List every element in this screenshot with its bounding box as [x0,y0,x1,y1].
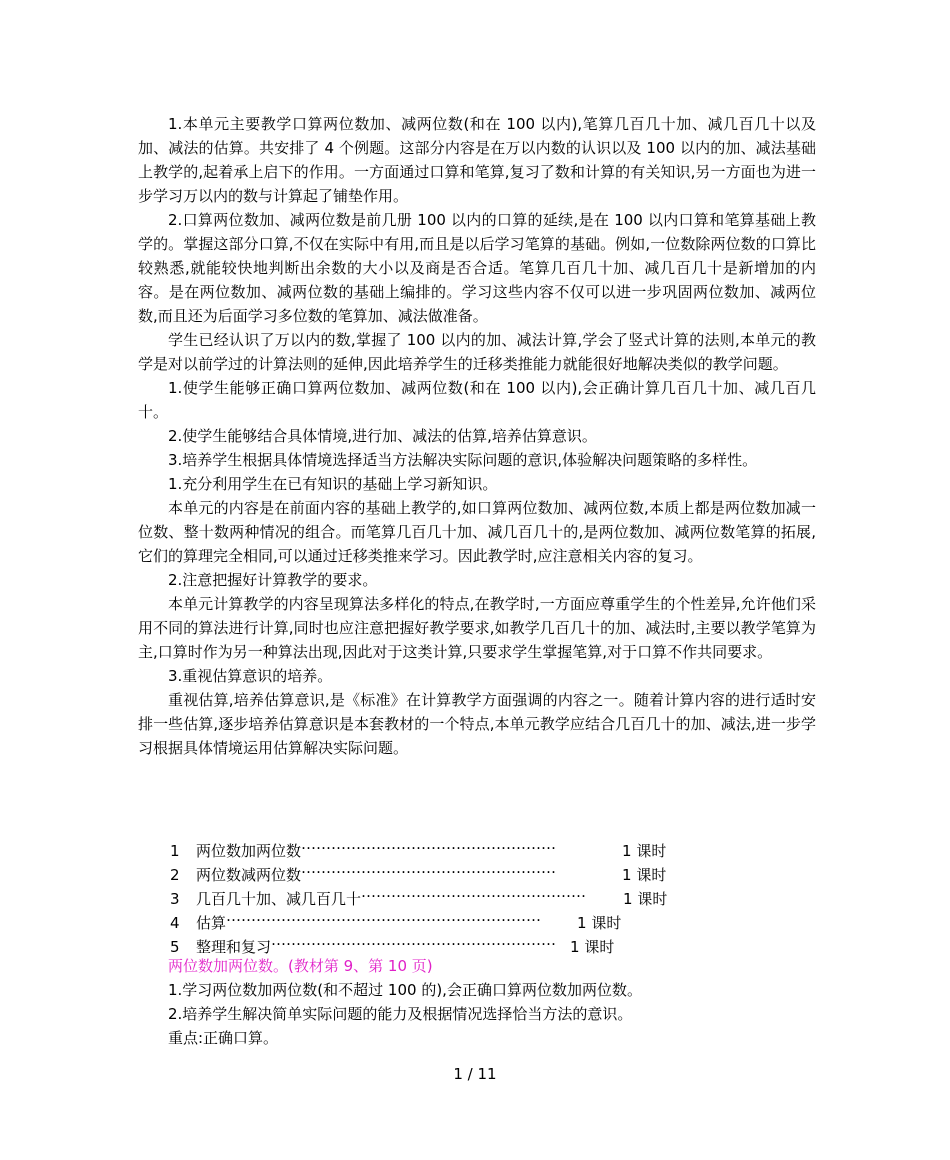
schedule-title: 估算 [196,914,227,932]
lesson-section [138,954,816,1050]
page-number: 1 / 11 [453,1065,497,1083]
schedule-leader: ……………………………………… [361,883,587,901]
schedule-title: 两位数减两位数 [196,866,302,884]
schedule-title: 整理和复习 [196,938,272,956]
paragraph: 3.培养学生根据具体情境选择适当方法解决实际问题的意识,体验解决问题策略的多样性。 [168,451,758,469]
paragraph: 2.使学生能够结合具体情境,进行加、减法的估算,培养估算意识。 [168,427,597,445]
paragraph: 1.使学生能够正确口算两位数加、减两位数(和在 100 以内),会正确计算几百几十加、减几百几十。 [138,379,816,421]
schedule-leader: …………………………………………… [301,835,557,853]
schedule-leader: ……………………………………………………… [226,907,542,925]
schedule-number: 3 [170,890,180,908]
paragraph: 2.注意把握好计算教学的要求。 [168,571,378,589]
paragraph: 本单元计算教学的内容呈现算法多样化的特点,在教学时,一方面应尊重学生的个性差异,允许他们采用不同的算法进行计算,同时也应注意把握好教学要求,如教学几百几十的加、减法时,主要以教学笔算为主,口算时作为另一种算法出现,因此对于这类计算,只要求学生掌握笔算,对于口算不作共同要求。 [138,595,816,661]
schedule-leader: …………………………………………… [301,859,557,877]
lesson-heading: 两位数加两位数。(教材第 9、第 10 页) [168,957,433,975]
schedule-hours: 1 课时 [570,938,615,956]
schedule-title: 几百几十加、减几百几十 [196,890,362,908]
schedule-number: 1 [170,842,180,860]
paragraph: 2.口算两位数加、减两位数是前几册 100 以内的口算的延续,是在 100 以内口算和笔算基础上教学的。掌握这部分口算,不仅在实际中有用,而且是以后学习笔算的基础。例如,一位数除两位数的口算比较熟悉,就能较快地判断出余数的大小以及商是否合适。笔算几百几十加、减几百几十是新增加的内容。是在两位数加、减两位数的基础上编排的。学习这些内容不仅可以进一步巩固两位数加、减两位数,而且还为后面学习多位数的笔算加、减法做准备。 [138,211,816,325]
schedule-number: 4 [170,914,180,932]
schedule-number: 5 [170,938,180,956]
schedule-hours: 1 课时 [577,914,622,932]
schedule-number: 2 [170,866,180,884]
paragraph: 1.充分利用学生在已有知识的基础上学习新知识。 [168,475,498,493]
paragraph: 本单元的内容是在前面内容的基础上教学的,如口算两位数加、减两位数,本质上都是两位数加减一位数、整十数两种情况的组合。而笔算几百几十加、减几百几十的,是两位数加、减两位数笔算的拓展,它们的算理完全相同,可以通过迁移类推来学习。因此教学时,应注意相关内容的复习。 [138,499,816,565]
schedule-hours: 1 课时 [623,890,668,908]
schedule-hours: 1 课时 [622,866,667,884]
schedule-title: 两位数加两位数 [196,842,302,860]
paragraph: 1.本单元主要教学口算两位数加、减两位数(和在 100 以内),笔算几百几十加、减几百几十以及加、减法的估算。共安排了 4 个例题。这部分内容是在万以内数的认识以及 100 以内的加、减法基础上教学的,起着承上启下的作用。一方面通过口算和笔算,复习了数和计算的有关知识,另一方面也为进一步学习万以内的数与计算起了铺垫作用。 [138,115,816,205]
schedule-leader: ………………………………………………… [271,931,557,949]
schedule-hours: 1 课时 [622,842,667,860]
lesson-line: 2.培养学生解决简单实际问题的能力及根据情况选择恰当方法的意识。 [168,1005,633,1023]
body-text [138,112,816,760]
paragraph: 重视估算,培养估算意识,是《标准》在计算教学方面强调的内容之一。随着计算内容的进行适时安排一些估算,逐步培养估算意识是本套教材的一个特点,本单元教学应结合几百几十的加、减法,进一步学习根据具体情境运用估算解决实际问题。 [138,691,816,757]
lesson-line: 1.学习两位数加两位数(和不超过 100 的),会正确口算两位数加两位数。 [168,981,642,999]
paragraph: 3.重视估算意识的培养。 [168,667,333,685]
lesson-line: 重点:正确口算。 [168,1029,279,1047]
paragraph: 学生已经认识了万以内的数,掌握了 100 以内的加、减法计算,学会了竖式计算的法则,本单元的教学是对以前学过的计算法则的延伸,因此培养学生的迁移类推能力就能很好地解决类似的教学问题。 [138,331,816,373]
